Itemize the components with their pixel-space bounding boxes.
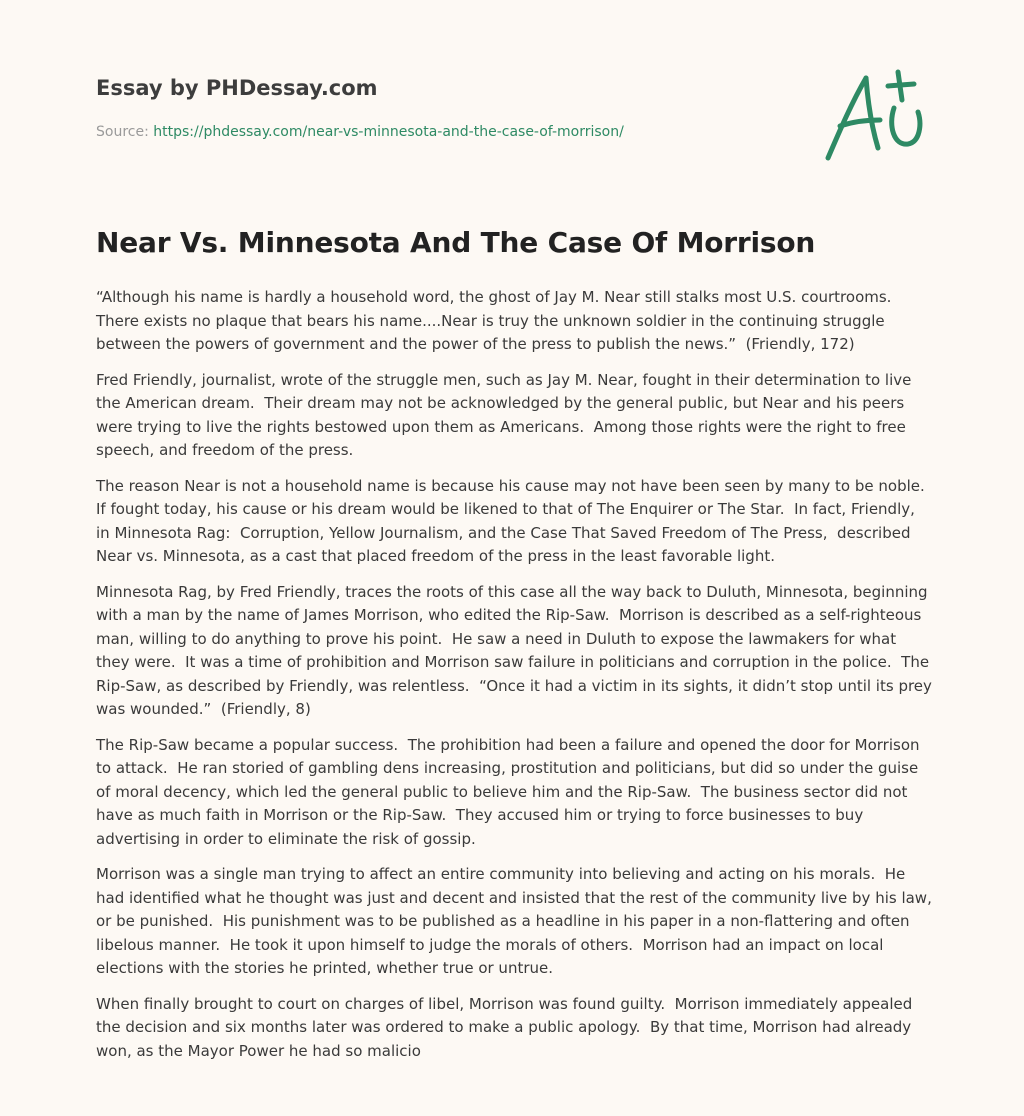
a-plus-logo-icon <box>818 64 930 168</box>
essay-paragraph: “Although his name is hardly a household word, the ghost of Jay M. Near still stalks most U.S. courtrooms. There exists no plaque that bears his name....Near is truy the unknown soldier in the continuing struggle between the powers of government and the power of the press to publish the news.” (Friendly, 172) <box>96 288 901 353</box>
source-label: Source: <box>96 124 154 140</box>
essay-paragraph: The reason Near is not a household name is because his cause may not have been seen by many to be noble. If fought today, his cause or his dream would be likened to that of The Enquirer or The Star. In fact, Friendly, in Minnesota Rag: Corruption, Yellow Journalism, and the Case That Saved Freedom of The Press, described Near vs. Minnesota, as a cast that placed freedom of the press in the least favorable light. <box>96 476 935 565</box>
essay-paragraph: When finally brought to court on charges of libel, Morrison was found guilty. Morrison immediately appealed the decision and six months later was ordered to make a public apology. By that time, Morrison had already won, as the Mayor Power he had so malicio <box>96 994 918 1060</box>
essay-title: Near Vs. Minnesota And The Case Of Morrison <box>96 226 816 259</box>
essay-body <box>96 286 937 1075</box>
essay-paragraph: The Rip-Saw became a popular success. The prohibition had been a failure and opened the door for Morrison to attack. He ran storied of gambling dens increasing, prostitution and politicians, but did so under the guise of moral decency, which led the general public to believe him and the Rip-Saw. The business sector did not have as much faith in Morrison or the Rip-Saw. They accused him or trying to force businesses to buy advertising in order to eliminate the risk of gossip. <box>96 735 925 848</box>
essay-paragraph: Fred Friendly, journalist, wrote of the struggle men, such as Jay M. Near, fought in their determination to live the American dream. Their dream may not be acknowledged by the general public, but Near and his peers were trying to live the rights bestowed upon them as Americans. Among those rights were the right to free speech, and freedom of the press. <box>96 370 917 459</box>
source-link[interactable]: https://phdessay.com/near-vs-minnesota-and-the-case-of-morrison/ <box>153 124 624 140</box>
essay-paragraph: Minnesota Rag, by Fred Friendly, traces the roots of this case all the way back to Duluth, Minnesota, beginning with a man by the name of James Morrison, who edited the Rip-Saw. Morrison is described as a self-righteous man, willing to do anything to prove his point. He saw a need in Duluth to expose the lawmakers for what they were. It was a time of prohibition and Morrison saw failure in politicians and corruption in the police. The Rip-Saw, as described by Friendly, was relentless. “Once it had a victim in its sights, it didn’t stop until its prey was wounded.” (Friendly, 8) <box>96 582 937 718</box>
site-brand: Essay by PHDessay.com <box>96 76 378 100</box>
source-line <box>96 124 624 140</box>
essay-paragraph: Morrison was a single man trying to affect an entire community into believing and acting on his morals. He had identified what he thought was just and decent and insisted that the rest of the community live by his law, or be punished. His punishment was to be published as a headline in his paper in a non-flattering and often libelous manner. He took it upon himself to judge the morals of others. Morrison had an impact on local elections with the stories he printed, whether true or untrue. <box>96 865 937 977</box>
